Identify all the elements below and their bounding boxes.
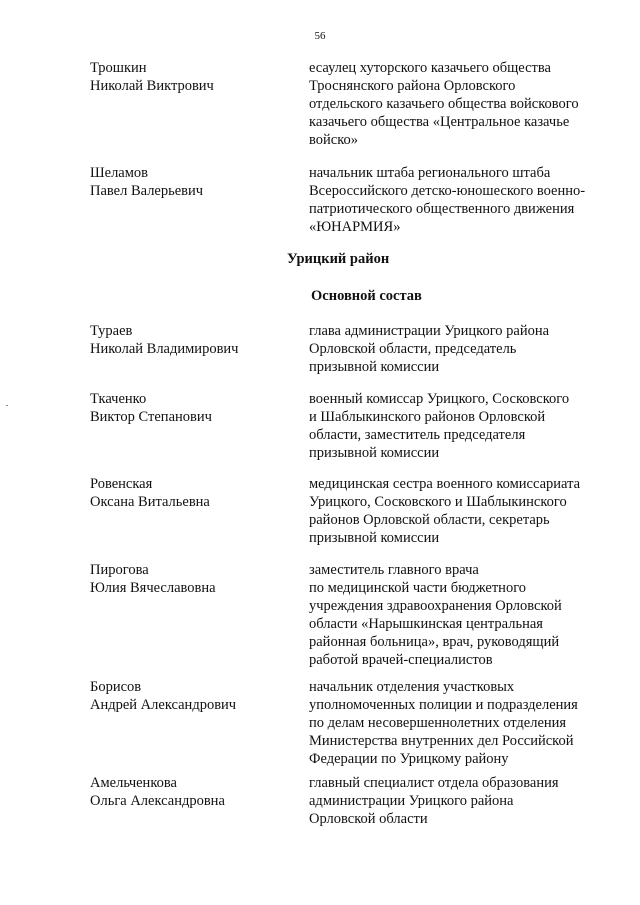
role-line: отдельского казачьего общества войскового	[309, 96, 579, 112]
page-number: 56	[314, 30, 326, 42]
role-line: начальник отделения участковых	[309, 679, 515, 695]
role-line: «ЮНАРМИЯ»	[309, 219, 401, 235]
member-surname: Трошкин	[90, 60, 147, 76]
role-line: и Шаблыкинского районов Орловской	[309, 409, 546, 425]
member-surname: Шеламов	[90, 165, 149, 181]
role-line: призывной комиссии	[309, 445, 440, 461]
member-role	[309, 164, 609, 236]
role-line: районов Орловской области, секретарь	[309, 512, 550, 528]
member-name	[90, 59, 300, 95]
role-line: учреждения здравоохранения Орловской	[309, 598, 562, 614]
role-line: военный комиссар Урицкого, Сосковского	[309, 391, 570, 407]
member-role	[309, 475, 609, 547]
member-surname: Тураев	[90, 323, 133, 339]
member-given-names: Павел Валерьевич	[90, 183, 204, 199]
role-line: работой врачей-специалистов	[309, 652, 493, 668]
role-line: по делам несовершеннолетних отделения	[309, 715, 567, 731]
member-role	[309, 561, 609, 669]
scan-mark	[6, 405, 8, 406]
member-given-names: Андрей Александрович	[90, 697, 237, 713]
role-line: области «Нарышкинская центральная	[309, 616, 543, 632]
role-line: уполномоченных полиции и подразделения	[309, 697, 578, 713]
role-line: Федерации по Урицкому району	[309, 751, 509, 767]
composition-heading: Основной состав	[311, 288, 422, 304]
member-surname: Ровенская	[90, 476, 153, 492]
member-given-names: Юлия Вячеславовна	[90, 580, 216, 596]
role-line: главный специалист отдела образования	[309, 775, 559, 791]
role-line: Троснянского района Орловского	[309, 78, 516, 94]
role-line: есаулец хуторского казачьего общества	[309, 60, 551, 76]
member-name	[90, 678, 300, 714]
member-role	[309, 390, 609, 462]
member-role	[309, 322, 609, 376]
role-line: по медицинской части бюджетного	[309, 580, 527, 596]
member-name	[90, 475, 300, 511]
member-name	[90, 774, 300, 810]
role-line: Всероссийского детско-юношеского военно-	[309, 183, 586, 199]
member-name	[90, 561, 300, 597]
member-given-names: Ольга Александровна	[90, 793, 225, 809]
role-line: Урицкого, Сосковского и Шаблыкинского	[309, 494, 567, 510]
member-surname: Ткаченко	[90, 391, 147, 407]
role-line: заместитель главного врача	[309, 562, 479, 578]
role-line: Орловской области	[309, 811, 428, 827]
role-line: призывной комиссии	[309, 359, 440, 375]
member-surname: Борисов	[90, 679, 142, 695]
role-line: начальник штаба регионального штаба	[309, 165, 551, 181]
member-name	[90, 322, 300, 358]
role-line: казачьего общества «Центральное казачье	[309, 114, 570, 130]
district-heading: Урицкий район	[287, 251, 390, 267]
member-given-names: Николай Виктрович	[90, 78, 214, 94]
role-line: Министерства внутренних дел Российской	[309, 733, 574, 749]
member-surname: Амельченкова	[90, 775, 177, 791]
member-role	[309, 678, 609, 768]
role-line: глава администрации Урицкого района	[309, 323, 550, 339]
member-role	[309, 59, 609, 149]
role-line: патриотического общественного движения	[309, 201, 575, 217]
member-given-names: Николай Владимирович	[90, 341, 239, 357]
member-name	[90, 164, 300, 200]
role-line: администрации Урицкого района	[309, 793, 514, 809]
member-surname: Пирогова	[90, 562, 149, 578]
member-role	[309, 774, 609, 828]
member-given-names: Виктор Степанович	[90, 409, 212, 425]
role-line: войско»	[309, 132, 359, 148]
member-name	[90, 390, 300, 426]
role-line: Орловской области, председатель	[309, 341, 517, 357]
member-given-names: Оксана Витальевна	[90, 494, 210, 510]
role-line: районная больница», врач, руководящий	[309, 634, 560, 650]
role-line: области, заместитель председателя	[309, 427, 526, 443]
role-line: призывной комиссии	[309, 530, 440, 546]
role-line: медицинская сестра военного комиссариата	[309, 476, 581, 492]
